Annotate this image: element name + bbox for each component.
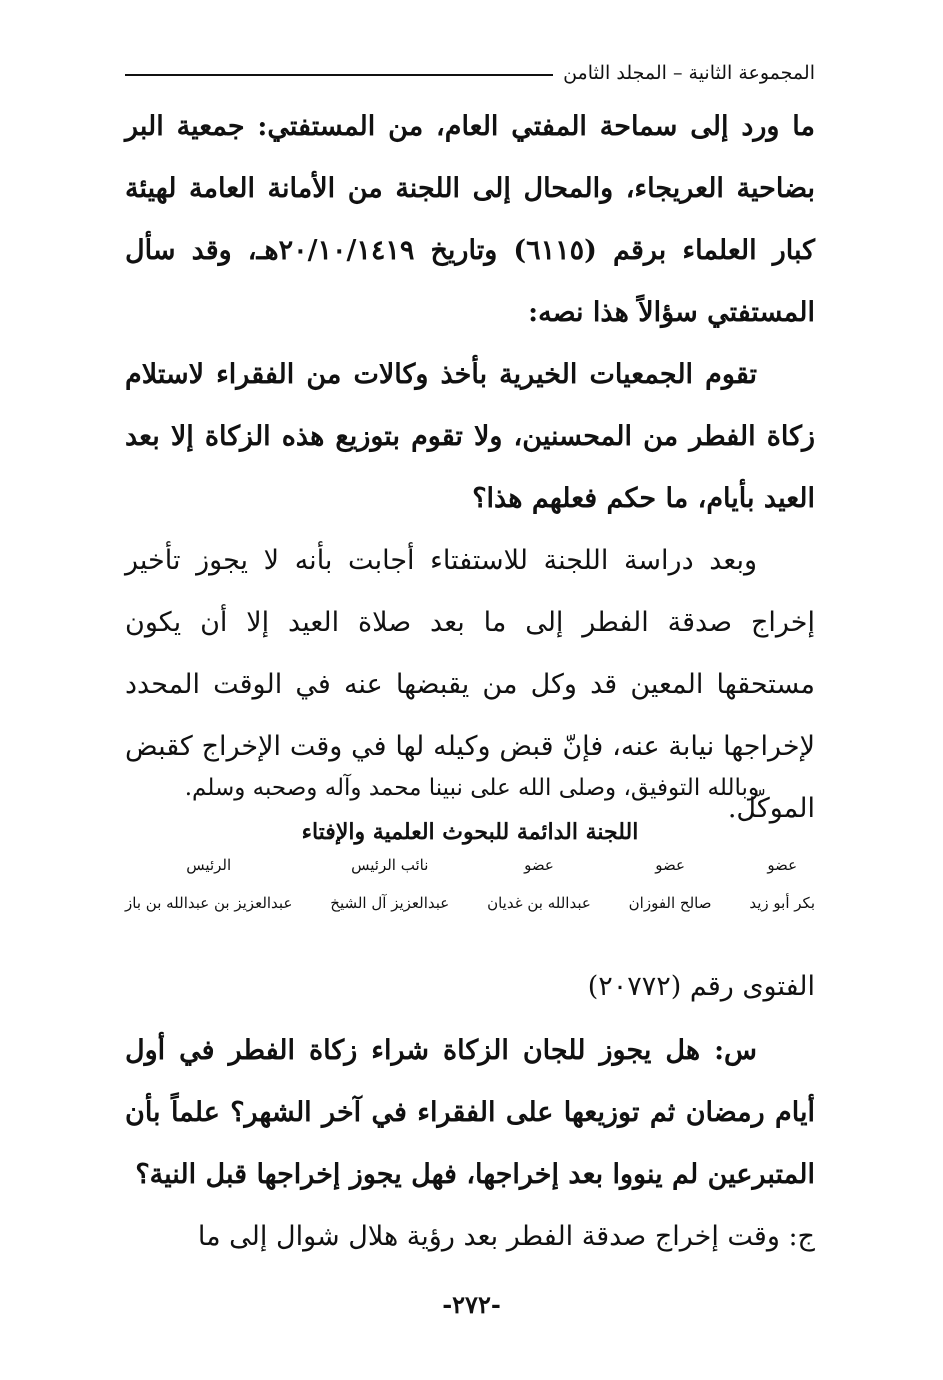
signature-member bbox=[629, 855, 712, 913]
fatwa-question-paragraph: س: هل يجوز للجان الزكاة شراء زكاة الفطر في أول أيام رمضان ثم توزيعها على الفقراء في آخر الشهر؟ علماً بأن المتبرعين لم ينووا بعد إخراجها، فهل يجوز إخراجها قبل النية؟ bbox=[125, 1035, 815, 1190]
committee-name: اللجنة الدائمة للبحوث العلمية والإفتاء bbox=[301, 819, 639, 845]
running-header bbox=[125, 58, 815, 88]
running-header-title: المجموعة الثانية – المجلد الثامن bbox=[563, 62, 815, 84]
fatwa-heading: الفتوى رقم (٢٠٧٧٢) bbox=[587, 971, 815, 1002]
signature-member bbox=[749, 855, 815, 913]
member-role: عضو bbox=[767, 856, 798, 874]
member-role: الرئيس bbox=[186, 856, 232, 874]
signature-member bbox=[487, 855, 591, 913]
closing-formula: وبالله التوفيق، وصلى الله على نبينا محمد وآله وصحبه وسلم. bbox=[184, 775, 759, 801]
member-name: بكر أبو زيد bbox=[749, 894, 815, 912]
header-rule bbox=[125, 74, 553, 76]
signature-member bbox=[330, 855, 449, 913]
answer-paragraph: وبعد دراسة اللجنة للاستفتاء أجابت بأنه لا يجوز تأخير إخراج صدقة الفطر إلى ما بعد صلاة العيد إلا أن يكون مستحقها المعين قد وكل من يقبضها عنه في الوقت المحدد لإخراجها نيابة عنه، فإنّ قبض وكيله لها في وقت الإخراج كقبض الموكّل. bbox=[125, 545, 815, 824]
member-name: عبدالله بن غديان bbox=[487, 894, 591, 912]
signature-block bbox=[125, 855, 815, 913]
fatwa-answer-paragraph: ج: وقت إخراج صدقة الفطر بعد رؤية هلال شوال إلى ما bbox=[197, 1221, 815, 1252]
member-name: عبدالعزيز آل الشيخ bbox=[330, 894, 450, 912]
member-role: نائب الرئيس bbox=[351, 856, 429, 874]
signature-member bbox=[125, 855, 292, 913]
member-role: عضو bbox=[655, 856, 685, 874]
member-name: عبدالعزيز بن عبدالله بن باز bbox=[125, 894, 293, 912]
question-text-paragraph: تقوم الجمعيات الخيرية بأخذ وكالات من الفقراء لاستلام زكاة الفطر من المحسنين، ولا تقوم بتوزيع هذه الزكاة إلا بعد العيد بأيام، ما حكم فعلهم هذا؟ bbox=[125, 359, 815, 514]
question-intro-paragraph: ما ورد إلى سماحة المفتي العام، من المستفتي: جمعية البر بضاحية العريجاء، والمحال إلى اللجنة من الأمانة العامة لهيئة كبار العلماء برقم (٦١١٥) وتاريخ ٢٠/١٠/١٤١٩هـ، وقد سأل المستفتي سؤالاً هذا نصه: bbox=[125, 111, 815, 328]
member-name: صالح الفوزان bbox=[628, 894, 712, 912]
page-number: -٢٧٢- bbox=[442, 1290, 501, 1319]
member-role: عضو bbox=[524, 856, 554, 874]
